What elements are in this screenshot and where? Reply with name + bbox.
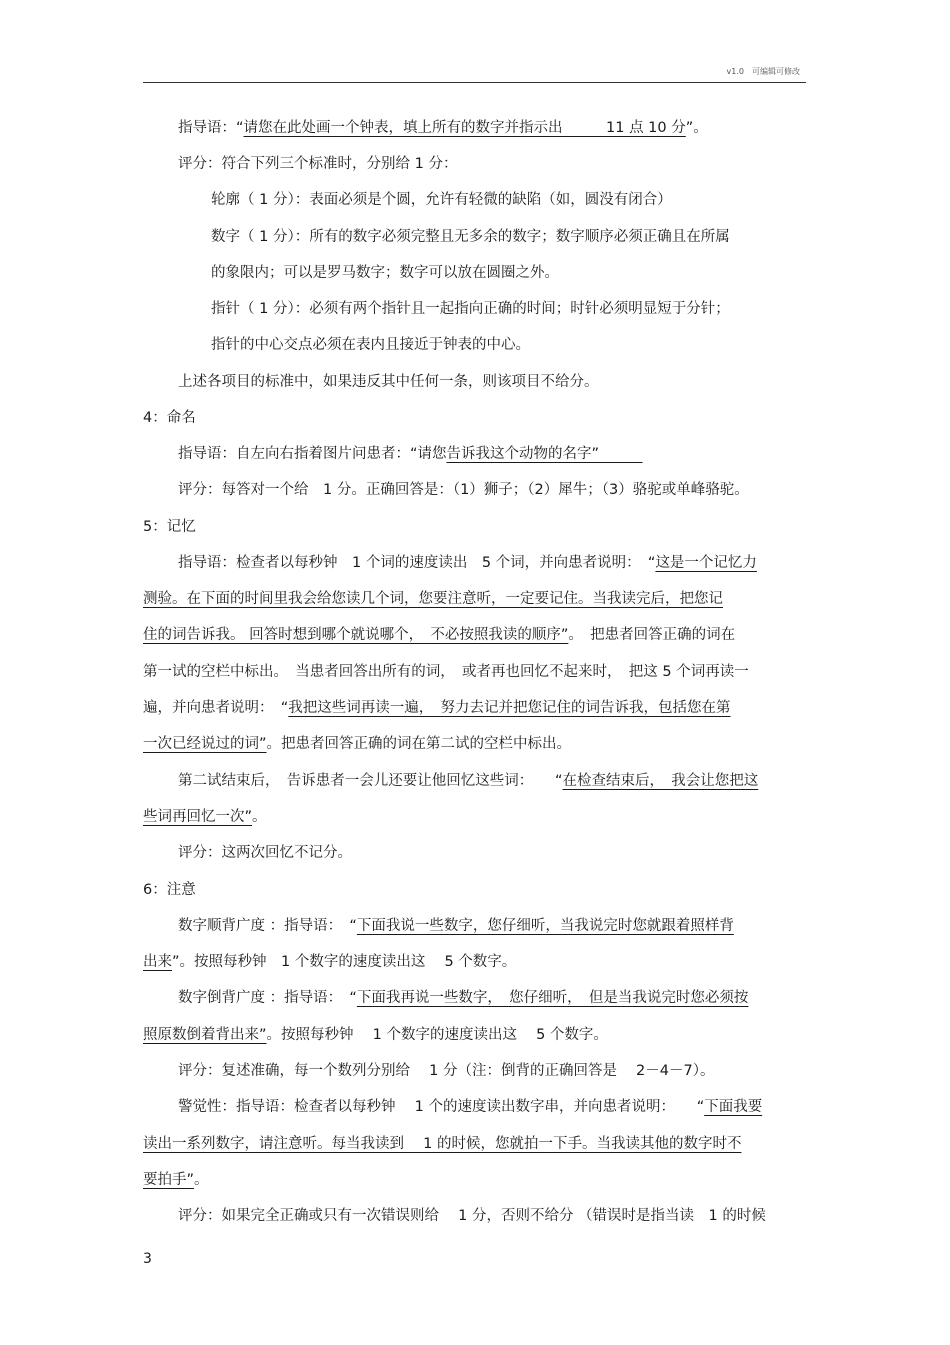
clock-instruction: 指导语：“请您在此处画一个钟表，填上所有的数字并指示出 11 点 10 分”。 <box>178 120 708 136</box>
memory-instruction-cont: 遍，并向患者说明： “我把这些词再读一遍， 努力去记并把您记住的词告诉我，包括您在第 <box>143 700 731 716</box>
memory-instruction-cont: 一次已经说过的词”。把患者回答正确的词在第二试的空栏中标出。 <box>143 736 572 752</box>
memory-scoring: 评分：这两次回忆不记分。 <box>178 845 352 861</box>
vigilance-instruction: 警觉性：指导语：检查者以每秒钟 1 个的速度读出数字串，并向患者说明： “下面我要 <box>178 1099 763 1115</box>
section-naming-heading: 4：命名 <box>143 410 196 426</box>
digit-backward-instruction-cont: 照原数倒着背出来”。按照每秒钟 1 个数字的速度读出这 5 个数字。 <box>143 1027 608 1043</box>
digit-scoring: 评分：复述准确，每一个数列分别给 1 分（注：倒背的正确回答是 2－4－7）。 <box>178 1063 715 1079</box>
criterion-numbers-cont: 的象限内；可以是罗马数字；数字可以放在圆圈之外。 <box>211 265 559 281</box>
version-note: v1.0 可编辑可修改 <box>726 67 800 76</box>
memory-instruction-cont: 住的词告诉我。 回答时想到哪个就说哪个， 不必按照我读的顺序”。 把患者回答正确的词在 <box>143 627 736 643</box>
violation-rule: 上述各项目的标准中，如果违反其中任何一条，则该项目不给分。 <box>178 374 599 390</box>
naming-scoring: 评分：每答对一个给 1 分。正确回答是：（1）狮子；（2）犀牛；（3）骆驼或单峰骆驼。 <box>178 482 749 498</box>
criterion-hands: 指针（ 1 分）：必须有两个指针且一起指向正确的时间；时针必须明显短于分针； <box>211 301 730 317</box>
naming-instruction: 指导语：自左向右指着图片问患者：“请您告诉我这个动物的名字” <box>178 446 643 462</box>
digit-backward-instruction: 数字倒背广度 ：指导语： “下面我再说一些数字， 您仔细听， 但是当我说完时您必须按 <box>178 990 749 1006</box>
header-rule <box>143 82 806 83</box>
vigilance-scoring: 评分：如果完全正确或只有一次错误则给 1 分，否则不给分 （错误时是指当读 1 的时候 <box>178 1208 766 1224</box>
memory-instruction-cont: 第一试的空栏中标出。 当患者回答出所有的词， 或者再也回忆不起来时， 把这 5 个词再读一 <box>143 664 749 680</box>
clock-scoring-intro: 评分：符合下列三个标准时，分别给 1 分： <box>178 156 458 172</box>
digit-forward-instruction: 数字顺背广度 ：指导语： “下面我说一些数字，您仔细听，当我说完时您就跟着照样背 <box>178 918 734 934</box>
criterion-contour: 轮廓（ 1 分）：表面必须是个圆，允许有轻微的缺陷（如，圆没有闭合） <box>211 192 672 208</box>
digit-forward-instruction-cont: 出来”。按照每秒钟 1 个数字的速度读出这 5 个数字。 <box>143 954 517 970</box>
memory-instruction: 指导语：检查者以每秒钟 1 个词的速度读出 5 个词，并向患者说明： “这是一个记忆力 <box>178 555 757 571</box>
criterion-numbers: 数字（ 1 分）：所有的数字必须完整且无多余的数字；数字顺序必须正确且在所属 <box>211 229 730 245</box>
criterion-hands-cont: 指针的中心交点必须在表内且接近于钟表的中心。 <box>211 337 530 353</box>
vigilance-instruction-cont: 要拍手”。 <box>143 1172 209 1188</box>
section-memory-heading: 5：记忆 <box>143 519 196 535</box>
section-attention-heading: 6：注意 <box>143 882 196 898</box>
memory-instruction-cont: 测验。在下面的时间里我会给您读几个词，您要注意听，一定要记住。当我读完后，把您记 <box>143 591 723 607</box>
memory-second-trial: 第二试结束后， 告诉患者一会儿还要让他回忆这些词： “在检查结束后， 我会让您把这 <box>178 773 759 789</box>
page-number: 3 <box>143 1251 152 1267</box>
vigilance-instruction-cont: 读出一系列数字，请注意听。每当我读到 1 的时候，您就拍一下手。当我读其他的数字时不 <box>143 1136 742 1152</box>
memory-second-trial-cont: 些词再回忆一次”。 <box>143 809 267 825</box>
